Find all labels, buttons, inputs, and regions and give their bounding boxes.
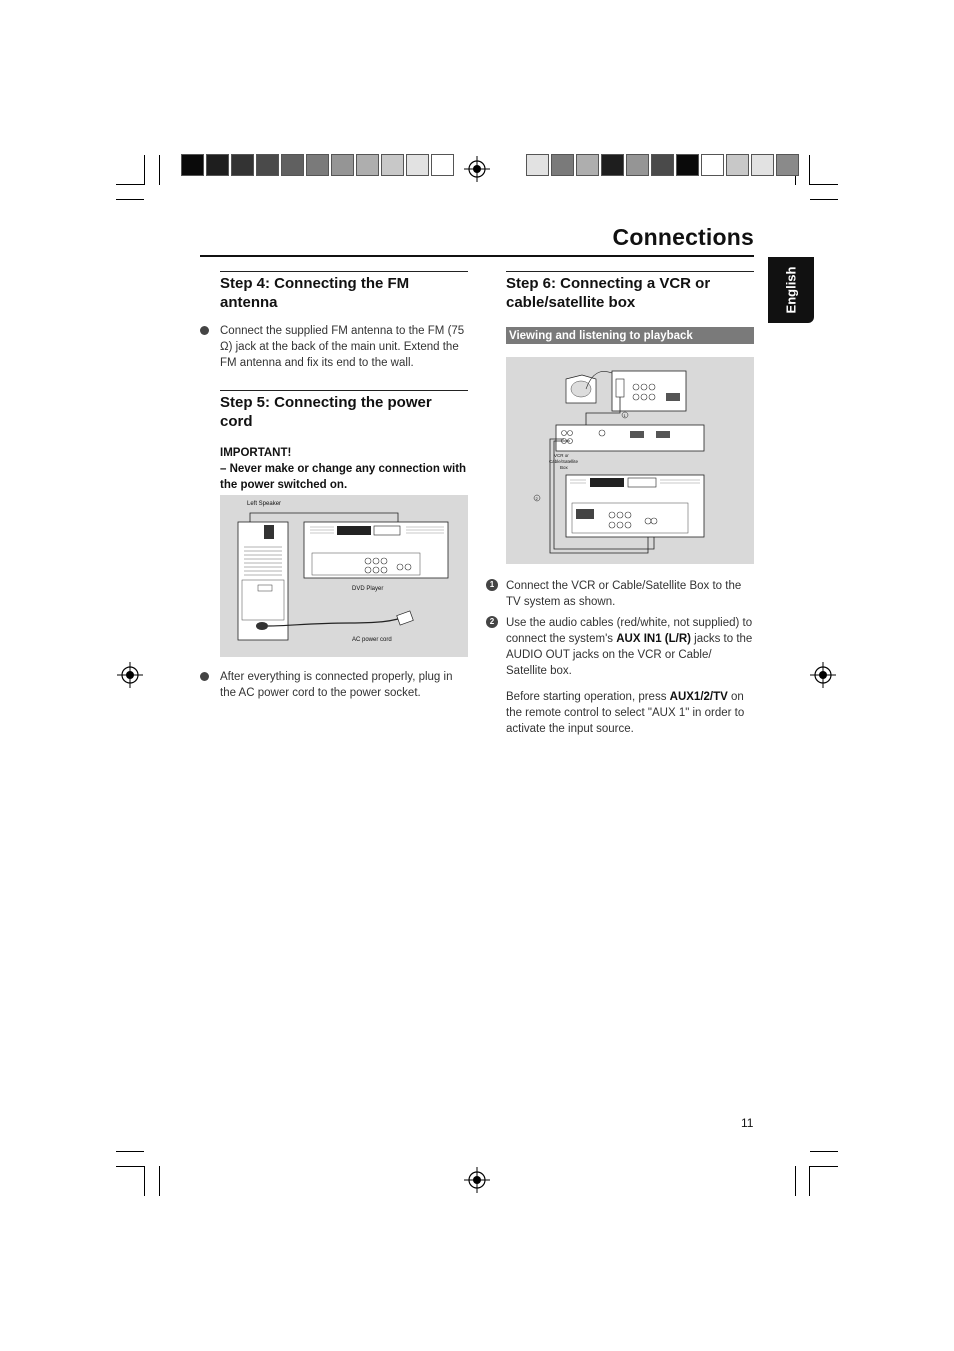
color-swatch — [431, 154, 454, 176]
step6-subheading: Viewing and listening to playback — [506, 327, 754, 344]
important-label: IMPORTANT! — [220, 447, 292, 459]
color-swatch — [626, 154, 649, 176]
color-calibration-bar-left — [181, 154, 456, 176]
step6-item-2 — [489, 615, 754, 679]
color-swatch — [701, 154, 724, 176]
page-number: 11 — [741, 1116, 754, 1130]
step4-text: Connect the supplied FM antenna to the FM (75 Ω) jack at the back of the main unit. Extend the FM antenna and fix its end to the wall. — [220, 325, 465, 369]
vcr-connection-illustration — [506, 357, 754, 564]
color-swatch — [231, 154, 254, 176]
number-2-icon: 2 — [486, 616, 498, 628]
color-calibration-bar-right — [526, 154, 801, 176]
color-swatch — [651, 154, 674, 176]
dvd-player-label: DVD Player — [352, 586, 384, 592]
color-swatch — [601, 154, 624, 176]
step5-after — [220, 669, 468, 701]
step5-after-text: After everything is connected properly, plug in the AC power cord to the power socket. — [220, 671, 453, 699]
step4-paragraph — [220, 323, 468, 371]
left-column — [220, 271, 468, 493]
number-1-icon: 1 — [486, 579, 498, 591]
important-note — [220, 445, 468, 493]
right-column — [506, 271, 754, 344]
language-tab-label: English — [783, 266, 799, 314]
vcr-label-line3: Box — [560, 465, 568, 470]
vcr-label-line1: VCR or — [554, 453, 569, 458]
color-swatch — [406, 154, 429, 176]
step6-item-2-bold: AUX IN1 (L/R) — [616, 633, 691, 645]
color-swatch — [526, 154, 549, 176]
power-cord-illustration — [220, 495, 468, 657]
step6-title: Step 6: Connecting a VCR or cable/satellite box — [506, 275, 711, 311]
step6-note — [506, 689, 754, 737]
vcr-connection-diagram — [506, 357, 754, 564]
color-swatch — [306, 154, 329, 176]
callout-2-label: 2 — [535, 496, 538, 501]
color-swatch — [726, 154, 749, 176]
bullet-icon — [200, 672, 209, 681]
step4-title: Step 4: Connecting the FM antenna — [220, 275, 410, 311]
step5-rule — [220, 390, 468, 391]
step5-after-paragraph — [220, 669, 468, 701]
step4-rule — [220, 271, 468, 272]
step6-note-bold: AUX1/2/TV — [669, 691, 728, 703]
step6-rule — [506, 271, 754, 272]
color-swatch — [356, 154, 379, 176]
registration-mark-left — [117, 662, 143, 688]
color-swatch — [181, 154, 204, 176]
important-text: – Never make or change any connection with the power switched on. — [220, 463, 467, 491]
registration-mark-right — [810, 662, 836, 688]
language-tab — [768, 257, 814, 323]
color-swatch — [576, 154, 599, 176]
color-swatch — [331, 154, 354, 176]
registration-mark-bottom — [464, 1167, 490, 1193]
page-title: Connections — [612, 224, 754, 250]
color-swatch — [751, 154, 774, 176]
step6-item-2-text-before: Use the audio cables (red/white, not supplied) to connect the system's — [506, 617, 753, 645]
step5-title: Step 5: Connecting the power cord — [220, 394, 432, 430]
color-swatch — [381, 154, 404, 176]
color-swatch — [551, 154, 574, 176]
color-swatch — [256, 154, 279, 176]
color-swatch — [281, 154, 304, 176]
color-swatch — [776, 154, 799, 176]
color-swatch — [676, 154, 699, 176]
step6-items — [489, 578, 754, 737]
step6-item-2-text-after: jacks to the AUDIO OUT jacks on the VCR or Cable/ Satellite box. — [506, 633, 753, 677]
title-rule — [200, 255, 754, 257]
ac-power-cord-label: AC power cord — [352, 637, 392, 643]
registration-mark-top — [464, 156, 490, 182]
left-speaker-label: Left Speaker — [247, 501, 282, 507]
step6-item-1 — [489, 578, 754, 610]
vcr-label-line2: Cable/Satellite — [549, 459, 579, 464]
step6-note-after: on the remote control to select "AUX 1" in order to activate the input source. — [506, 691, 745, 735]
step6-item-1-text: Connect the VCR or Cable/Satellite Box to the TV system as shown. — [506, 580, 742, 608]
step6-note-before: Before starting operation, press — [506, 691, 670, 703]
callout-1-label: 1 — [623, 413, 626, 418]
color-swatch — [206, 154, 229, 176]
power-cord-diagram — [220, 495, 468, 657]
bullet-icon — [200, 326, 209, 335]
